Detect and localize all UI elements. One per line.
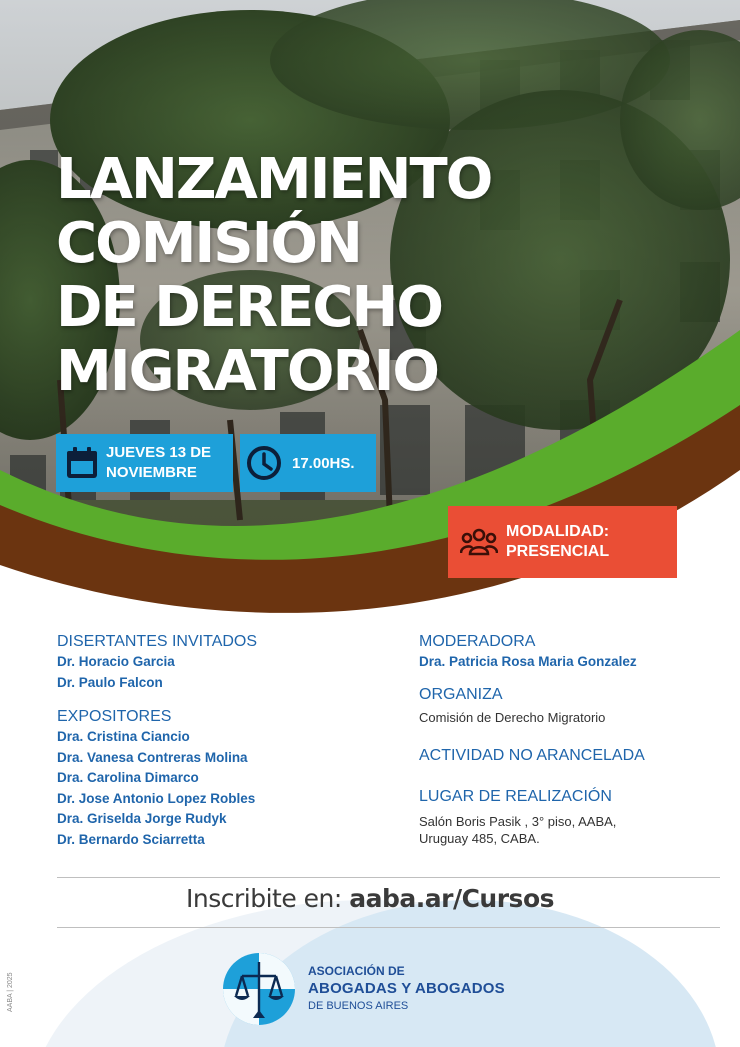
time-label: 17.00HS.	[292, 454, 355, 472]
venue-heading: LUGAR DE REALIZACIÓN	[419, 787, 612, 805]
divider-top	[57, 877, 720, 878]
fee-note: ACTIVIDAD NO ARANCELADA	[419, 746, 645, 764]
moderator-heading: MODERADORA	[419, 633, 536, 650]
group-icon	[460, 527, 498, 557]
speaker-name: Dr. Bernardo Sciarretta	[57, 831, 205, 847]
divider-bottom	[57, 927, 720, 928]
modality-line-1: MODALIDAD:	[506, 523, 610, 540]
register-link[interactable]: aaba.ar/Cursos	[349, 884, 554, 913]
moderator-name: Dra. Patricia Rosa Maria Gonzalez	[419, 654, 637, 669]
modality-badge	[448, 506, 677, 578]
logo-line-2: ABOGADAS Y ABOGADOS	[308, 980, 505, 997]
right-info-column	[419, 632, 719, 847]
date-badge	[56, 434, 233, 492]
speaker-name: Dr. Jose Antonio Lopez Robles	[57, 790, 256, 806]
logo-line-1: ASOCIACIÓN DE	[308, 964, 405, 978]
organizer-name: Comisión de Derecho Migratorio	[419, 709, 606, 725]
date-line-1: JUEVES 13 DE	[106, 444, 212, 461]
register-line	[0, 884, 740, 913]
credit-label: AABA | 2025	[7, 972, 14, 1012]
organizer-heading: ORGANIZA	[419, 685, 503, 703]
clock-icon	[246, 445, 282, 481]
speakers-heading: EXPOSITORES	[57, 708, 172, 725]
title-line: LANZAMIENTO	[56, 147, 492, 212]
logo-text	[308, 964, 505, 1014]
scales-of-justice-icon	[222, 952, 296, 1026]
guests-heading: DISERTANTES INVITADOS	[57, 633, 258, 650]
venue-line-1: Salón Boris Pasik , 3° piso, AABA,	[419, 813, 617, 829]
left-info-column	[57, 632, 397, 850]
speaker-name: Dra. Vanesa Contreras Molina	[57, 749, 248, 765]
title-line: DE DERECHO	[56, 275, 442, 340]
aaba-logo	[222, 952, 505, 1026]
date-line-2: NOVIEMBRE	[106, 464, 197, 481]
register-prefix: Inscribite en:	[185, 884, 350, 913]
title-line: MIGRATORIO	[56, 339, 439, 404]
speaker-name: Dra. Griselda Jorge Rudyk	[57, 811, 227, 826]
event-title	[56, 148, 496, 404]
guest-name: Dr. Paulo Falcon	[57, 674, 163, 690]
venue-line-2: Uruguay 485, CABA.	[419, 830, 540, 846]
modality-line-2: PRESENCIAL	[506, 543, 610, 560]
logo-line-3: DE BUENOS AIRES	[308, 1000, 409, 1012]
time-badge	[240, 434, 376, 492]
guest-name: Dr. Horacio Garcia	[57, 654, 175, 669]
speaker-name: Dra. Cristina Ciancio	[57, 729, 190, 744]
calendar-icon	[64, 445, 100, 481]
speaker-name: Dra. Carolina Dimarco	[57, 770, 199, 785]
title-line: COMISIÓN	[56, 211, 361, 276]
